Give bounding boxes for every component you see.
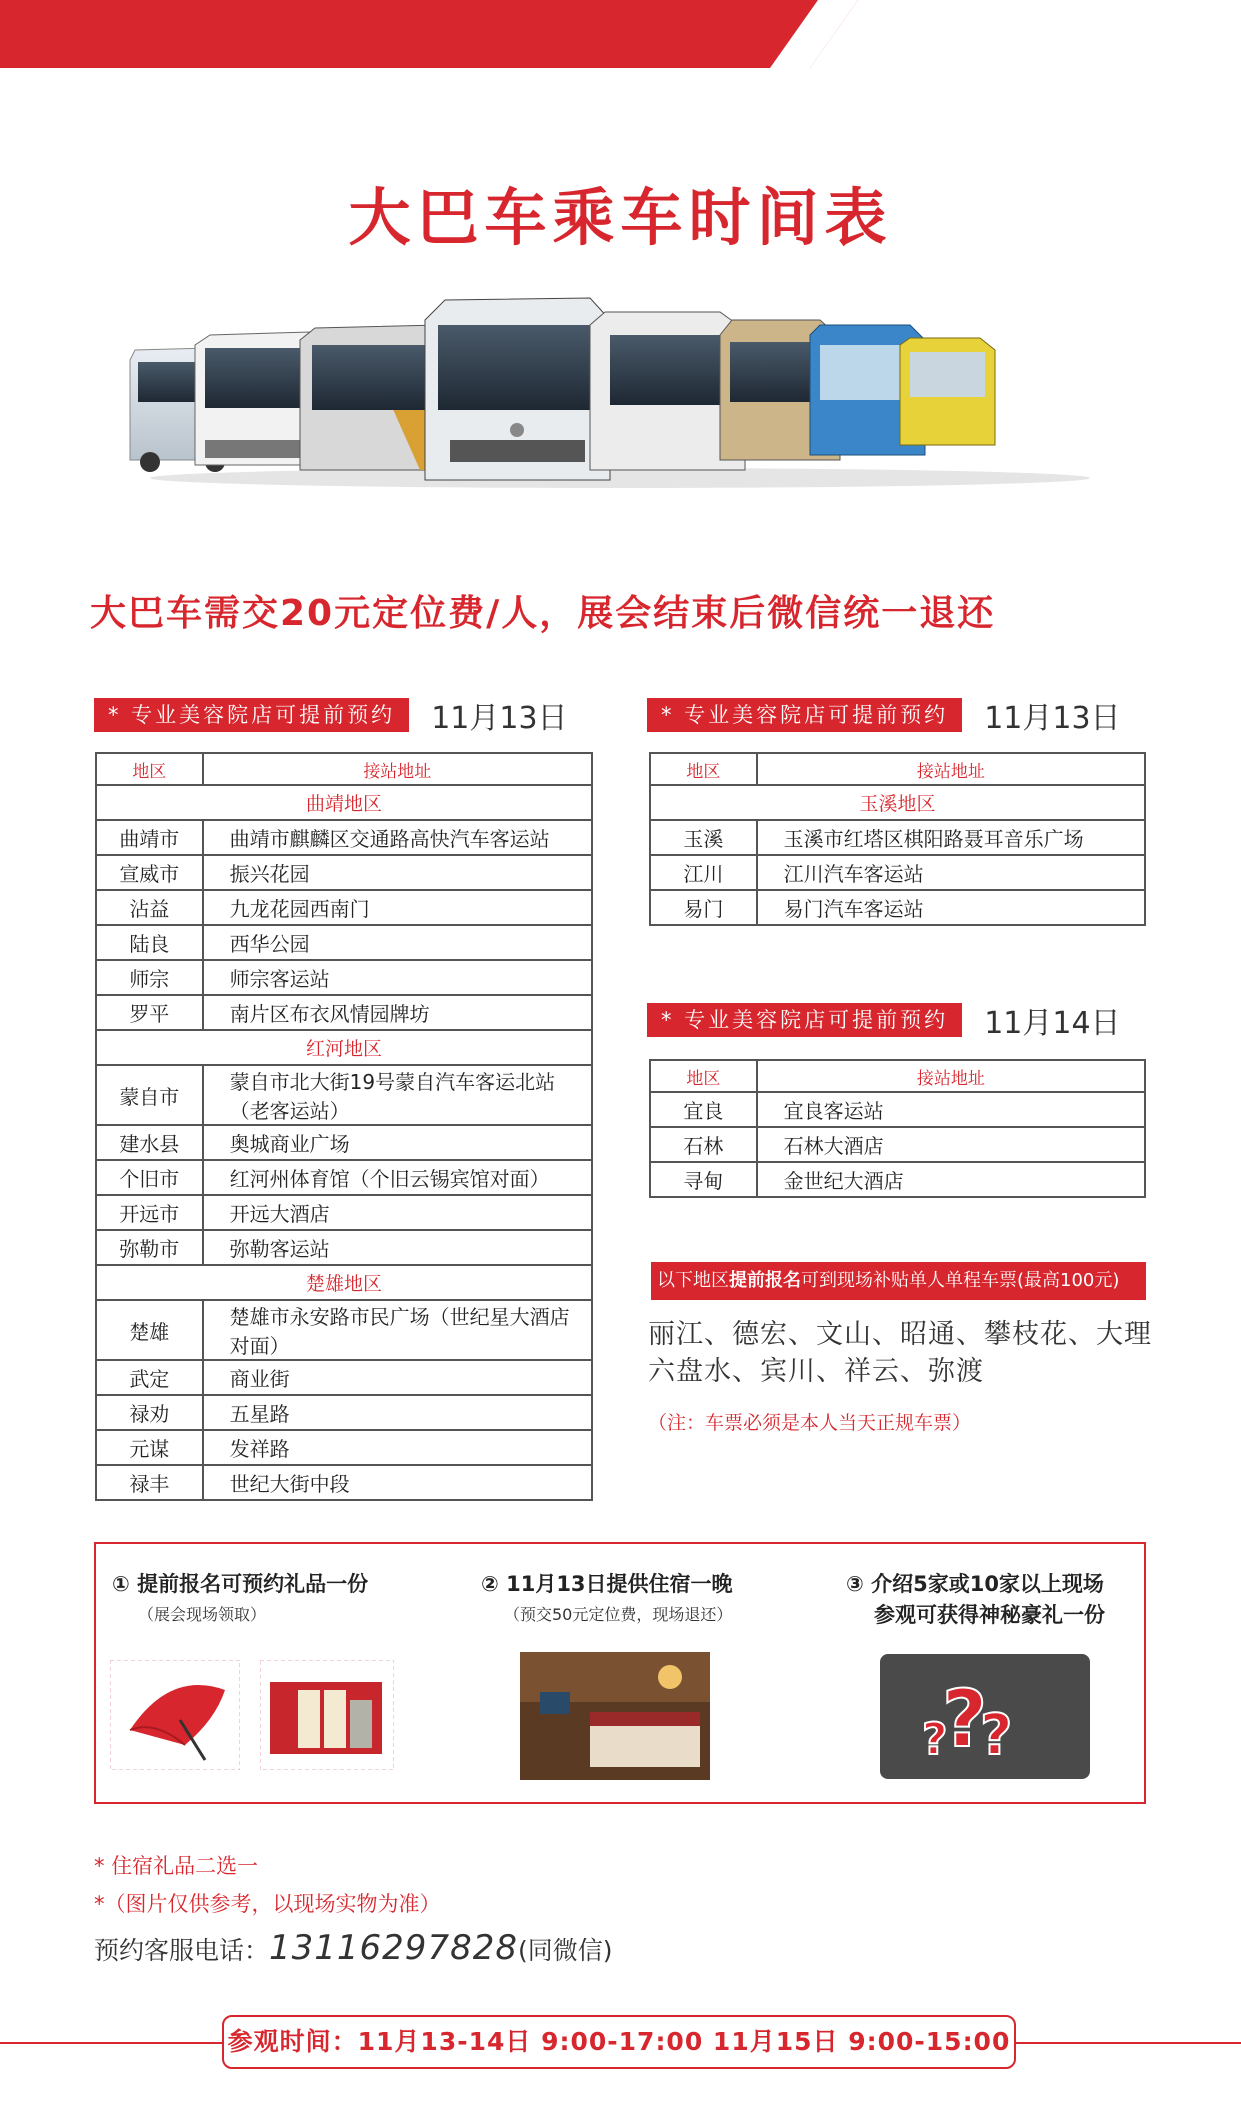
svg-text:?: ?: [980, 1703, 1013, 1768]
table-row: [96, 925, 592, 960]
header-address: 接站地址: [203, 753, 592, 785]
area-cell: 陆良: [96, 925, 203, 960]
reservation-tag: * 专业美容院店可提前预约: [647, 1003, 962, 1037]
right-schedule-2-header: [647, 998, 1121, 1042]
perk-1-sub: （展会现场领取）: [138, 1605, 267, 1624]
page-title: 大巴车乘车时间表: [348, 181, 893, 254]
table-row: [96, 960, 592, 995]
address-cell: 石林大酒店: [757, 1127, 1145, 1162]
area-cell: 师宗: [96, 960, 203, 995]
table-row: [650, 1162, 1145, 1197]
header-region: 地区: [96, 753, 203, 785]
area-cell: 建水县: [96, 1125, 203, 1160]
ticket-note: （注：车票必须是本人当天正规车票）: [648, 1412, 972, 1434]
table-row: [650, 1127, 1145, 1162]
table-row: [650, 1092, 1145, 1127]
area-cell: 武定: [96, 1360, 203, 1395]
area-cell: 宣威市: [96, 855, 203, 890]
region-name: 玉溪地区: [650, 785, 1145, 820]
address-cell: 师宗客运站: [203, 960, 592, 995]
address-cell: 商业街: [203, 1360, 592, 1395]
area-cell: 江川: [650, 855, 757, 890]
perk-3-title-2: 参观可获得神秘豪礼一份: [874, 1603, 1105, 1627]
hotel-room-image: [520, 1652, 710, 1780]
perk-2-sub: （预交50元定位费，现场退还）: [504, 1605, 733, 1624]
star-mark: *: [94, 1854, 105, 1878]
perk-2-title: ② 11月13日提供住宿一晚: [481, 1572, 733, 1596]
area-cell: 曲靖市: [96, 820, 203, 855]
address-cell: 九龙花园西南门: [203, 890, 592, 925]
region-row: [96, 785, 592, 820]
table-header: [650, 1060, 1145, 1092]
towel-gift-image: [260, 1660, 394, 1770]
region-name: 曲靖地区: [96, 785, 592, 820]
table-row: [96, 1395, 592, 1430]
area-cell: 禄劝: [96, 1395, 203, 1430]
table-row: [96, 1300, 592, 1360]
schedule-date: 11月13日: [431, 701, 568, 736]
address-cell: 西华公园: [203, 925, 592, 960]
address-cell: 宜良客运站: [757, 1092, 1145, 1127]
perks-box: [94, 1542, 1146, 1804]
table-header: [650, 753, 1145, 785]
table-row: [96, 820, 592, 855]
top-banner: [0, 0, 1241, 68]
address-cell: 玉溪市红塔区棋阳路聂耳音乐广场: [757, 820, 1145, 855]
svg-text:?: ?: [942, 1675, 988, 1765]
cities-line-2: 六盘水、宾川、祥云、弥渡: [648, 1356, 984, 1387]
note-text: 住宿礼品二选一: [104, 1854, 259, 1878]
address-cell: 江川汽车客运站: [757, 855, 1145, 890]
area-cell: 石林: [650, 1127, 757, 1162]
umbrella-image: [110, 1660, 240, 1770]
schedule-date: 11月13日: [984, 701, 1121, 736]
area-cell: 元谋: [96, 1430, 203, 1465]
table-row: [96, 995, 592, 1030]
visit-time: 参观时间：11月13-14日 9:00-17:00 11月15日 9:00-15:00: [222, 2015, 1016, 2069]
bus-4: [425, 298, 610, 480]
region-name: 红河地区: [96, 1030, 592, 1065]
header-region: 地区: [650, 753, 757, 785]
left-schedule-header: [94, 693, 568, 737]
address-cell: 弥勒客运站: [203, 1230, 592, 1265]
perk-1-title: ① 提前报名可预约礼品一份: [112, 1572, 369, 1596]
region-name: 楚雄地区: [96, 1265, 592, 1300]
subsidy-suffix: 可到现场补贴单人单程车票(最高100元): [801, 1270, 1120, 1291]
phone-number[interactable]: 13116297828: [269, 1928, 518, 1968]
svg-text:?: ?: [922, 1714, 948, 1765]
area-cell: 宜良: [650, 1092, 757, 1127]
area-cell: 禄丰: [96, 1465, 203, 1500]
right-schedule-1-header: [647, 693, 1121, 737]
table-header: [96, 753, 592, 785]
schedule-date: 11月14日: [984, 1006, 1121, 1041]
subsidy-banner: [651, 1262, 1146, 1300]
right-schedule-2-table: [649, 1059, 1146, 1198]
address-cell: 红河州体育馆（个旧云锡宾馆对面）: [203, 1160, 592, 1195]
area-cell: 玉溪: [650, 820, 757, 855]
table-row: [96, 855, 592, 890]
area-cell: 弥勒市: [96, 1230, 203, 1265]
table-row: [96, 1125, 592, 1160]
address-cell: 金世纪大酒店: [757, 1162, 1145, 1197]
header-region: 地区: [650, 1060, 757, 1092]
reservation-tag: * 专业美容院店可提前预约: [647, 698, 962, 732]
area-cell: 罗平: [96, 995, 203, 1030]
footer-note-2: [94, 1888, 441, 1918]
banner-stripe: [0, 0, 1241, 68]
star-mark: *: [94, 1892, 105, 1916]
bus-8: [900, 338, 995, 445]
address-cell: 南片区布衣风情园牌坊: [203, 995, 592, 1030]
address-cell: 蒙自市北大街19号蒙自汽车客运北站（老客运站）: [203, 1065, 592, 1125]
address-cell: 奥城商业广场: [203, 1125, 592, 1160]
table-row: [650, 890, 1145, 925]
table-row: [96, 1465, 592, 1500]
address-cell: 开远大酒店: [203, 1195, 592, 1230]
table-row: [96, 1360, 592, 1395]
deposit-notice: 大巴车需交20元定位费/人，展会结束后微信统一退还: [90, 593, 996, 634]
area-cell: 易门: [650, 890, 757, 925]
area-cell: 个旧市: [96, 1160, 203, 1195]
note-text: （图片仅供参考，以现场实物为准）: [104, 1892, 441, 1916]
area-cell: 沾益: [96, 890, 203, 925]
bus-lineup-image: [120, 290, 1120, 490]
address-cell: 世纪大街中段: [203, 1465, 592, 1500]
area-cell: 楚雄: [96, 1300, 203, 1360]
subsidy-prefix: 以下地区: [657, 1270, 729, 1291]
table-row: [96, 890, 592, 925]
address-cell: 五星路: [203, 1395, 592, 1430]
table-row: [96, 1160, 592, 1195]
region-row: [650, 785, 1145, 820]
table-row: [96, 1065, 592, 1125]
region-row: [96, 1265, 592, 1300]
subsidy-cities: [648, 1316, 1152, 1390]
phone-label: 预约客服电话：: [94, 1936, 270, 1965]
right-schedule-1-table: [649, 752, 1146, 926]
area-cell: 开远市: [96, 1195, 203, 1230]
perk-3-title-1: ③ 介绍5家或10家以上现场: [846, 1572, 1104, 1596]
address-cell: 振兴花园: [203, 855, 592, 890]
table-row: [650, 855, 1145, 890]
address-cell: 曲靖市麒麟区交通路高快汽车客运站: [203, 820, 592, 855]
table-row: [96, 1230, 592, 1265]
region-row: [96, 1030, 592, 1065]
table-row: [650, 820, 1145, 855]
cities-line-1: 丽江、德宏、文山、昭通、攀枝花、大理: [648, 1319, 1152, 1350]
table-row: [96, 1195, 592, 1230]
footer-note-1: [94, 1850, 258, 1880]
area-cell: 寻甸: [650, 1162, 757, 1197]
phone-line: [94, 1928, 612, 1968]
address-cell: 楚雄市永安路市民广场（世纪星大酒店对面）: [203, 1300, 592, 1360]
left-schedule-table: [95, 752, 593, 1501]
area-cell: 蒙自市: [96, 1065, 203, 1125]
table-row: [96, 1430, 592, 1465]
mystery-gift-image: [880, 1654, 1090, 1779]
subsidy-bold: 提前报名: [729, 1270, 801, 1291]
header-address: 接站地址: [757, 1060, 1145, 1092]
address-cell: 发祥路: [203, 1430, 592, 1465]
header-address: 接站地址: [757, 753, 1145, 785]
address-cell: 易门汽车客运站: [757, 890, 1145, 925]
phone-suffix: (同微信): [517, 1936, 613, 1965]
reservation-tag: * 专业美容院店可提前预约: [94, 698, 409, 732]
